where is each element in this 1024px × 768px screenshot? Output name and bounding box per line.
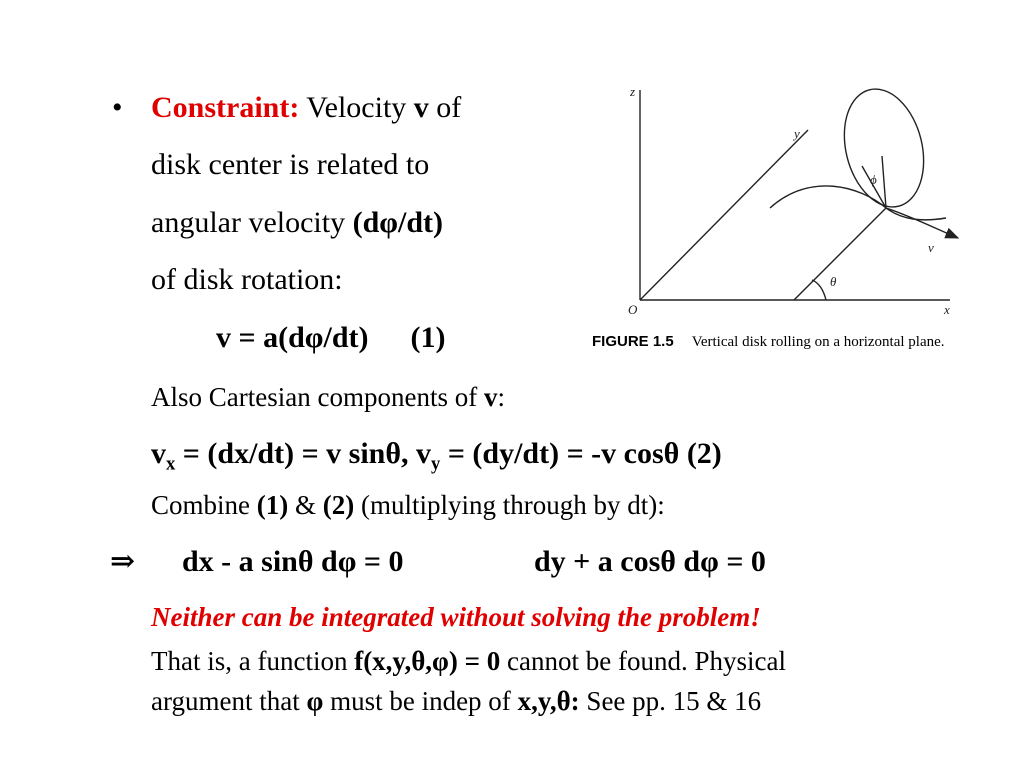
track-line: [794, 208, 886, 300]
conclusion-1-text: That is, a function: [151, 646, 355, 676]
figure-caption-text: Vertical disk rolling on a horizontal plane.: [691, 334, 945, 350]
equation-2: [151, 437, 722, 475]
eq2-y-subscript: y: [431, 453, 441, 475]
constraint-line-2: disk center is related to: [151, 148, 430, 181]
z-axis-label: z: [630, 84, 636, 99]
conclusion-2-mid: must be indep of: [323, 686, 518, 716]
combine-ref-1: (1): [256, 490, 289, 520]
x-axis-label: x: [944, 302, 950, 317]
eq2-x-subscript: x: [166, 453, 176, 475]
combine-line: [151, 489, 665, 521]
combine-ref-2: (2): [322, 490, 355, 520]
constraint-line-1: [151, 91, 461, 125]
theta-arc: [812, 280, 826, 300]
rolling-disk-diagram: [590, 80, 1010, 360]
cartesian-v-symbol: v: [483, 382, 498, 412]
cartesian-colon: :: [497, 382, 505, 412]
differential-eq-a: dx - a sinθ dφ = 0: [182, 545, 404, 578]
eq2-part1: = (dx/dt) = v sinθ, v: [175, 437, 432, 470]
constraint-function: f(x,y,θ,φ) = 0: [354, 646, 501, 676]
differential-eq-b: dy + a cosθ dφ = 0: [534, 545, 766, 578]
disk-ellipse: [833, 81, 936, 216]
conclusion-2-text: argument that: [151, 686, 307, 716]
eq2-vx: v: [151, 437, 166, 470]
combine-end: (multiplying through by dt):: [354, 490, 665, 520]
y-axis-line: [640, 130, 808, 300]
y-axis-label: y: [794, 126, 800, 141]
line3-text: angular velocity: [151, 206, 353, 239]
eq2-part2: = (dy/dt) = -v cosθ (2): [440, 437, 722, 470]
conclusion-1-end: cannot be found. Physical: [500, 646, 786, 676]
line1-end: of: [428, 91, 462, 124]
page-reference: See pp. 15 & 16: [579, 686, 762, 716]
combine-text: Combine: [151, 490, 257, 520]
equation-1-number: (1): [410, 321, 446, 354]
velocity-arrow: [886, 208, 958, 238]
coordinate-vars: x,y,θ:: [517, 686, 580, 716]
rolling-disk-figure: [590, 80, 1010, 365]
conclusion-line-2: [151, 685, 761, 717]
figure-caption-label: FIGURE 1.5: [592, 333, 674, 350]
cartesian-intro: [151, 381, 505, 413]
bullet-marker: •: [112, 91, 123, 124]
theta-angle-label: θ: [830, 274, 837, 289]
radius-line-2: [882, 156, 886, 208]
angular-rate-expr: (dφ/dt): [352, 206, 443, 239]
cartesian-intro-text: Also Cartesian components of: [151, 382, 484, 412]
combine-amp: &: [288, 490, 323, 520]
phi-symbol: φ: [306, 686, 324, 716]
rolling-path: [770, 186, 946, 220]
velocity-label: v: [928, 240, 934, 255]
figure-caption: [592, 333, 945, 351]
constraint-line-3: [151, 206, 443, 240]
phi-angle-label: ϕ: [870, 172, 877, 187]
origin-label: O: [628, 302, 638, 317]
equation-1-body: v = a(dφ/dt): [216, 321, 369, 354]
equation-1: [216, 321, 445, 355]
constraint-label: Constraint:: [151, 91, 300, 124]
velocity-symbol: v: [413, 91, 429, 124]
implies-arrow: ⇒: [110, 545, 136, 578]
line1-text: Velocity: [299, 91, 414, 124]
constraint-line-4: of disk rotation:: [151, 263, 343, 296]
conclusion-line-1: [151, 645, 786, 677]
non-integrable-statement: Neither can be integrated without solving the problem!: [151, 602, 761, 632]
